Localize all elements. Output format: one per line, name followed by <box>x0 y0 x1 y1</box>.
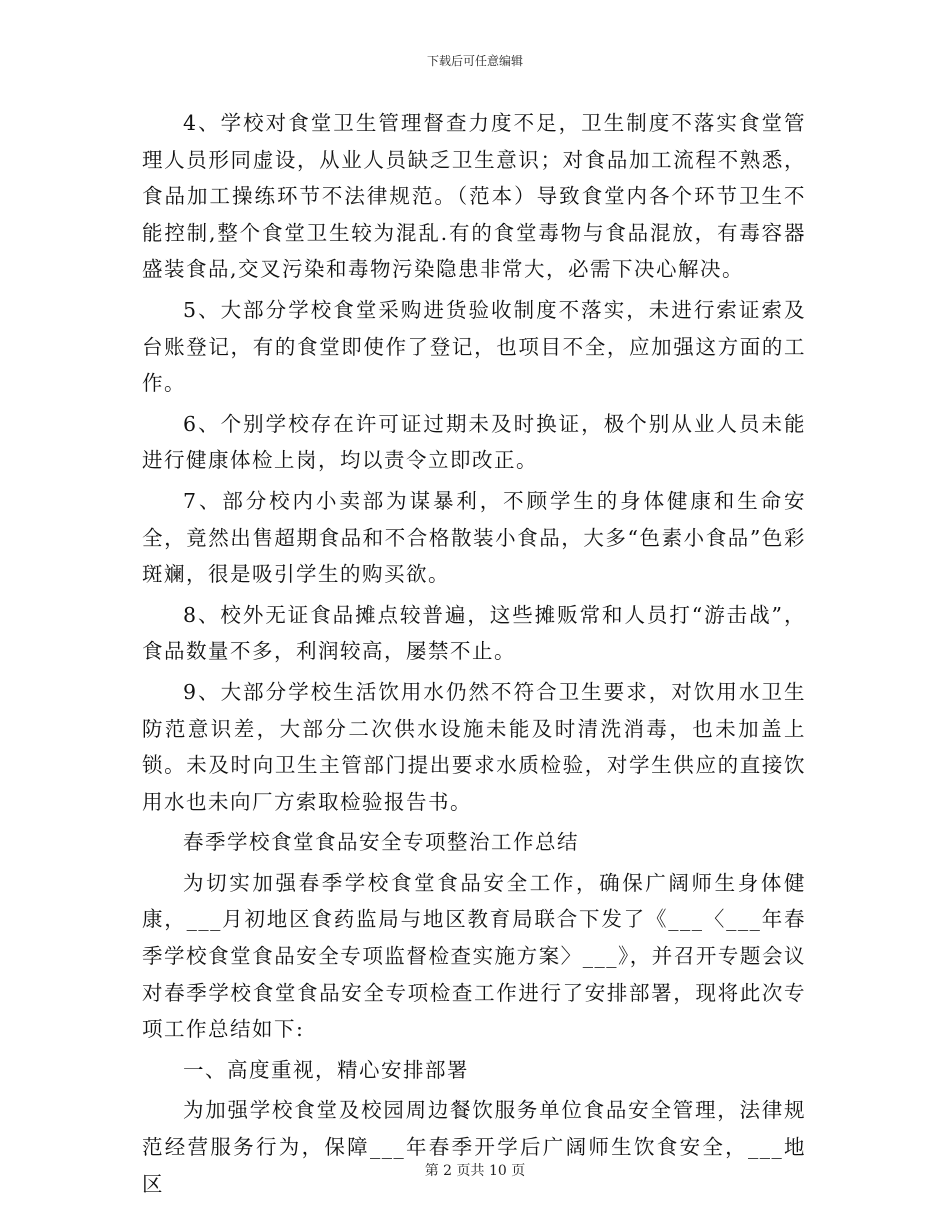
intro-paragraph: 为切实加强春季学校食堂食品安全工作，确保广阔师生身体健康，___月初地区食药监局与地区教育局联合下发了《___〈___年春季学校食堂食品安全专项监督检查实施方案〉___》，并召开专题会议对春季学校食堂食品安全专项检查工作进行了安排部署，现将此次专项工作总结如下: <box>142 870 806 1042</box>
paragraph-item-5: 5、大部分学校食堂采购进货验收制度不落实，未进行索证索及台账登记，有的食堂即使作了登记，也项目不全，应加强这方面的工作。 <box>142 297 806 396</box>
page-footer: 第 2 页共 10 页 <box>424 1163 526 1179</box>
section-title: 春季学校食堂食品安全专项整治工作总结 <box>183 830 579 855</box>
subsection-heading: 一、高度重视，精心安排部署 <box>183 1057 469 1082</box>
page-header: 下载后可任意编辑 <box>426 54 523 68</box>
document-body <box>142 105 806 1206</box>
body-paragraph: 为加强学校食堂及校园周边餐饮服务单位食品安全管理，法律规范经营服务行为，保障___年春季开学后广阔师生饮食安全，___地区 <box>142 1098 806 1196</box>
paragraph-item-7: 7、部分校内小卖部为谋暴利，不顾学生的身体健康和生命安全，竟然出售超期食品和不合格散装小食品，大多“色素小食品”色彩斑斓，很是吸引学生的购买欲。 <box>142 488 806 587</box>
paragraph-item-4: 4、学校对食堂卫生管理督查力度不足，卫生制度不落实食堂管理人员形同虚设，从业人员缺乏卫生意识；对食品加工流程不熟悉，食品加工操练环节不法律规范。（范本）导致食堂内各个环节卫生不能控制,整个食堂卫生较为混乱.有的食堂毒物与食品混放，有毒容器盛装食品,交叉污染和毒物污染隐患非常大，必需下决心解决。 <box>142 111 806 282</box>
paragraph-item-9: 9、大部分学校生活饮用水仍然不符合卫生要求，对饮用水卫生防范意识差，大部分二次供水设施未能及时清洗消毒，也未加盖上锁。未及时向卫生主管部门提出要求水质检验，对学生供应的直接饮用水也未向厂方索取检验报告书。 <box>142 679 806 814</box>
paragraph-item-8: 8、校外无证食品摊点较普遍，这些摊贩常和人员打“游击战”，食品数量不多，利润较高，屡禁不止。 <box>142 602 806 664</box>
paragraph-item-6: 6、个别学校存在许可证过期未及时换证，极个别从业人员未能进行健康体检上岗，均以责令立即改正。 <box>142 411 806 473</box>
